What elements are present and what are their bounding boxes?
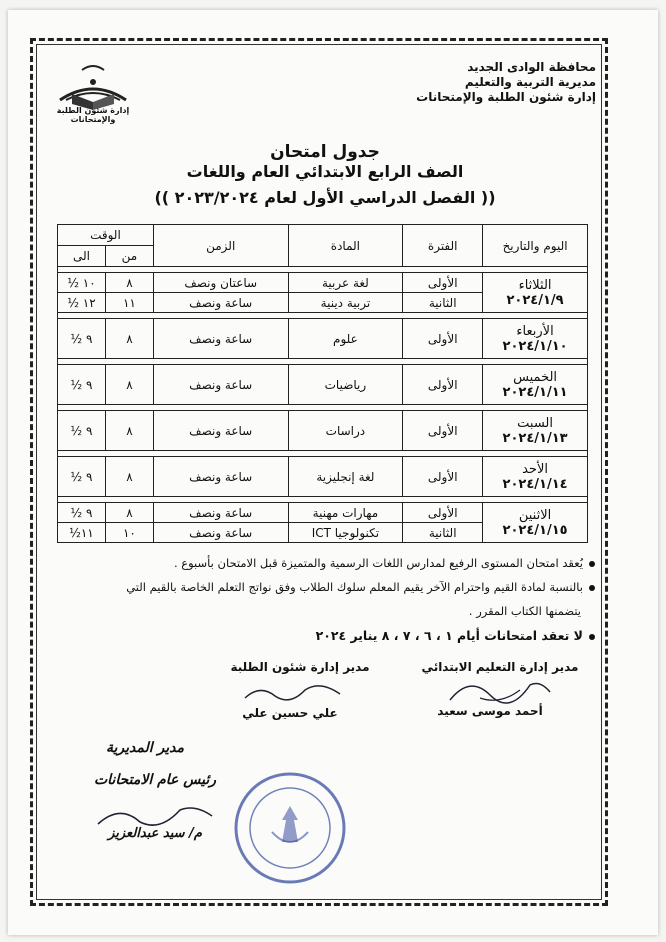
- directorate-director-title: مدير المديرية: [106, 740, 184, 756]
- subject-cell: تكنولوجيا ICT: [288, 523, 403, 543]
- note-2: بالنسبة لمادة القيم واحترام الآخر يقيم المعلم سلوك الطلاب وفق نواتج التعلم الخاصة بالقيم التي: [60, 580, 595, 594]
- period-cell: الثانية: [403, 523, 483, 543]
- from-cell: ٨: [105, 411, 153, 451]
- to-cell: ٩ ½: [58, 503, 106, 523]
- table-row: [58, 365, 588, 405]
- governorate-line: محافظة الوادى الجديد: [467, 60, 596, 74]
- table-row: [58, 319, 588, 359]
- official-stamp-icon: [232, 770, 348, 886]
- day-cell: الثلاثاء ٢٠٢٤/١/٩: [483, 273, 588, 313]
- to-cell: ٩ ½: [58, 457, 106, 497]
- students-affairs-director-name: علي حسين علي: [242, 706, 338, 720]
- period-cell: الأولى: [403, 365, 483, 405]
- bullet-icon: [589, 634, 595, 640]
- period-cell: الثانية: [403, 293, 483, 313]
- day-cell: السبت ٢٠٢٤/١/١٣: [483, 411, 588, 451]
- directorate-line: مديرية التربية والتعليم: [464, 75, 596, 89]
- table-row: [58, 411, 588, 451]
- exam-schedule-table: [57, 224, 588, 543]
- note-3: لا تعقد امتحانات أيام ١ ، ٦ ، ٧ ، ٨ يناير ٢٠٢٤: [60, 628, 595, 643]
- from-cell: ٨: [105, 503, 153, 523]
- subject-cell: مهارات مهنية: [288, 503, 403, 523]
- duration-cell: ساعتان ونصف: [153, 273, 288, 293]
- duration-cell: ساعة ونصف: [153, 411, 288, 451]
- department-line: إدارة شئون الطلبة والإمتحانات: [416, 90, 596, 104]
- to-cell: ١٠ ½: [58, 273, 106, 293]
- bullet-icon: [589, 561, 595, 567]
- table-row: [58, 503, 588, 523]
- primary-education-director-name: أحمد موسى سعيد: [437, 704, 543, 718]
- to-cell: ١١½: [58, 523, 106, 543]
- document-title: جدول امتحان: [270, 142, 380, 162]
- subject-cell: علوم: [288, 319, 403, 359]
- header-to: الى: [58, 246, 106, 267]
- from-cell: ٨: [105, 273, 153, 293]
- to-cell: ١٢ ½: [58, 293, 106, 313]
- from-cell: ١٠: [105, 523, 153, 543]
- subject-cell: دراسات: [288, 411, 403, 451]
- table-row: [58, 273, 588, 293]
- header-time: الوقت: [58, 225, 154, 246]
- period-cell: الأولى: [403, 503, 483, 523]
- from-cell: ٨: [105, 319, 153, 359]
- period-cell: الأولى: [403, 457, 483, 497]
- duration-cell: ساعة ونصف: [153, 503, 288, 523]
- day-cell: الاثنين ٢٠٢٤/١/١٥: [483, 503, 588, 543]
- header-duration: الزمن: [153, 225, 288, 267]
- primary-education-director-title: مدير إدارة التعليم الابتدائي: [421, 660, 579, 674]
- subject-cell: رياضيات: [288, 365, 403, 405]
- signature-scribble-icon: [240, 676, 350, 708]
- logo-caption: إدارة شئون الطلبة والإمتحانات: [56, 106, 130, 124]
- from-cell: ١١: [105, 293, 153, 313]
- term-title: (( الفصل الدراسي الأول لعام ٢٠٢٣/٢٠٢٤ )): [154, 188, 496, 207]
- to-cell: ٩ ½: [58, 365, 106, 405]
- duration-cell: ساعة ونصف: [153, 293, 288, 313]
- period-cell: الأولى: [403, 411, 483, 451]
- note-1: يُعقد امتحان المستوى الرفيع لمدارس اللغات الرسمية والمتميزة قبل الامتحان بأسبوع .: [60, 556, 595, 570]
- duration-cell: ساعة ونصف: [153, 319, 288, 359]
- exams-chief-name: م/ سيد عبدالعزيز: [108, 826, 202, 841]
- header-period: الفترة: [403, 225, 483, 267]
- to-cell: ٩ ½: [58, 319, 106, 359]
- header-day: اليوم والتاريخ: [483, 225, 588, 267]
- period-cell: الأولى: [403, 319, 483, 359]
- header-from: من: [105, 246, 153, 267]
- from-cell: ٨: [105, 365, 153, 405]
- day-cell: الأحد ٢٠٢٤/١/١٤: [483, 457, 588, 497]
- exams-chief-title: رئيس عام الامتحانات: [93, 772, 216, 788]
- from-cell: ٨: [105, 457, 153, 497]
- day-cell: الأربعاء ٢٠٢٤/١/١٠: [483, 319, 588, 359]
- bullet-icon: [589, 585, 595, 591]
- ministry-header: [416, 60, 596, 105]
- to-cell: ٩ ½: [58, 411, 106, 451]
- students-affairs-director-title: مدير إدارة شئون الطلبة: [230, 660, 370, 674]
- note-2-continued: يتضمنها الكتاب المقرر .: [468, 604, 581, 618]
- subject-cell: تربية دينية: [288, 293, 403, 313]
- grade-title: الصف الرابع الابتدائي العام واللغات: [186, 162, 464, 181]
- table-row: [58, 457, 588, 497]
- day-cell: الخميس ٢٠٢٤/١/١١: [483, 365, 588, 405]
- subject-cell: لغة عربية: [288, 273, 403, 293]
- duration-cell: ساعة ونصف: [153, 457, 288, 497]
- period-cell: الأولى: [403, 273, 483, 293]
- header-subject: المادة: [288, 225, 403, 267]
- duration-cell: ساعة ونصف: [153, 523, 288, 543]
- subject-cell: لغة إنجليزية: [288, 457, 403, 497]
- duration-cell: ساعة ونصف: [153, 365, 288, 405]
